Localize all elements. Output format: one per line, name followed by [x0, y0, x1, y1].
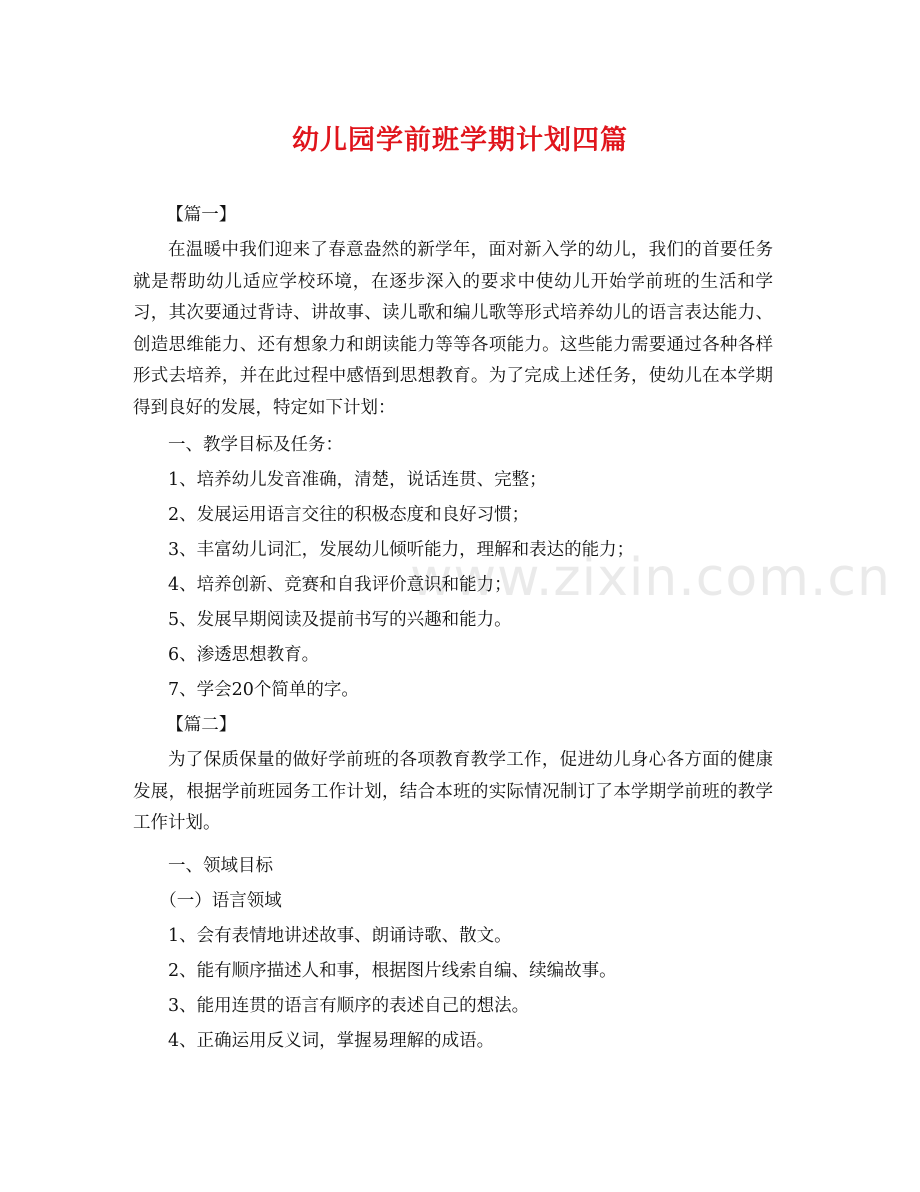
- watermark: www.zixin.com.cn: [410, 548, 891, 608]
- list-item: 5、发展早期阅读及提前书写的兴趣和能力。: [168, 610, 512, 630]
- list-item: 3、丰富幼儿词汇，发展幼儿倾听能力，理解和表达的能力；: [168, 540, 635, 560]
- section-2-intro: 为了保质保量的做好学前班的各项教育教学工作，促进幼儿身心各方面的健康发展，根据学前班园务工作计划，结合本班的实际情况制订了本学期学前班的教学工作计划。: [133, 750, 773, 833]
- section-2-subheading: 一、领域目标: [168, 855, 273, 876]
- list-item: 2、能有顺序描述人和事，根据图片线索自编、续编故事。: [168, 960, 617, 981]
- section-heading-2: 【篇二】: [166, 715, 237, 735]
- list-item: 6、渗透思想教育。: [168, 645, 320, 665]
- section-2-subsubheading: （一）语言领域: [159, 890, 282, 911]
- document-title: 幼儿园学前班学期计划四篇: [292, 125, 628, 156]
- document-body: [133, 201, 773, 1055]
- list-item: 2、发展运用语言交往的积极态度和良好习惯；: [168, 505, 530, 525]
- list-item: 7、学会20个简单的字。: [168, 680, 359, 700]
- list-item: 4、培养创新、竞赛和自我评价意识和能力；: [168, 575, 512, 595]
- section-1-intro: 在温暖中我们迎来了春意盎然的新学年，面对新入学的幼儿，我们的首要任务就是帮助幼儿适应学校环境，在逐步深入的要求中使幼儿开始学前班的生活和学习，其次要通过背诗、讲故事、读儿歌和编儿歌等形式培养幼儿的语言表达能力、创造思维能力、还有想象力和朗读能力等等各项能力。这些能力需要通过各种各样形式去培养，并在此过程中感悟到思想教育。为了完成上述任务，使幼儿在本学期得到良好的发展，特定如下计划：: [133, 240, 773, 418]
- section-1-subheading: 一、教学目标及任务：: [168, 435, 343, 455]
- list-item: 4、正确运用反义词，掌握易理解的成语。: [168, 1030, 495, 1051]
- list-item: 1、培养幼儿发音准确，清楚，说话连贯、完整；: [168, 470, 547, 490]
- list-item: 3、能用连贯的语言有顺序的表述自己的想法。: [168, 995, 530, 1016]
- section-heading-1: 【篇一】: [166, 205, 237, 225]
- list-item: 1、会有表情地讲述故事、朗诵诗歌、散文。: [168, 925, 512, 946]
